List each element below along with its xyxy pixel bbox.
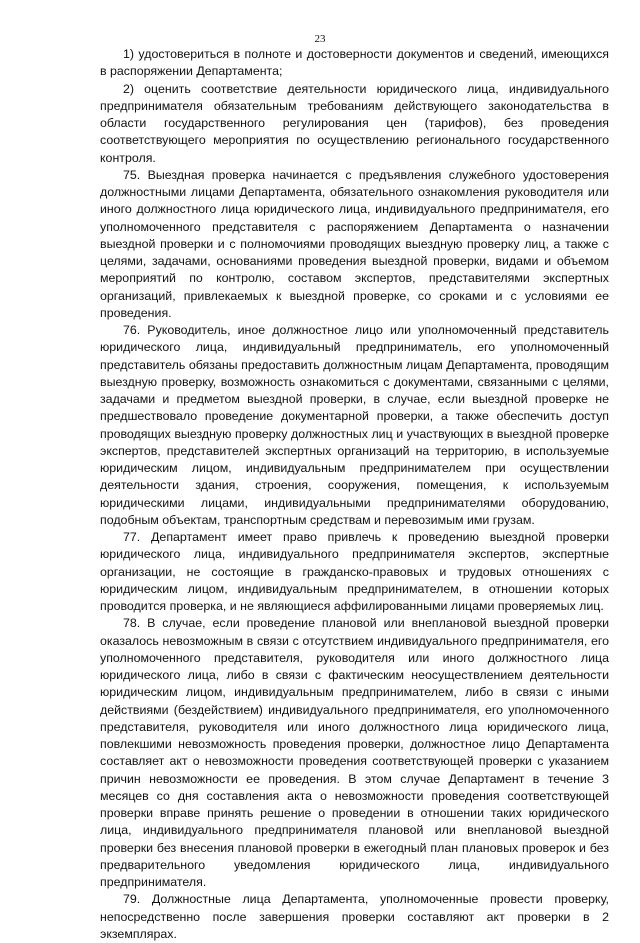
paragraph-79: 79. Должностные лица Департамента, уполномоченные провести проверку, непосредственно после завершения проверки составляют акт проверки в 2 экземплярах. [100, 892, 609, 941]
paragraph-78: 78. В случае, если проведение плановой или внеплановой выездной проверки оказалось невозможным в связи с отсутствием индивидуального предпринимателя, его уполномоченного представителя, руководителя или иного должностного лица юридического лица, либо в связи с фактическим неосуществлением деятельности юридическим лицом, индивидуальным предпринимателем, либо в связи с иными действиями (бездействием) индивидуального предпринимателя, его уполномоченного представителя, руководителя или иного должностного лица юридического лица, повлекшими невозможность проведения проверки, должностное лицо Департамента составляет акт о невозможности проведения соответствующей проверки с указанием причин невозможности ее проведения. В этом случае Департамент в течение 3 месяцев со дня составления акта о невозможности проведения соответствующей проверки вправе принять решение о проведении в отношении таких юридического лица, индивидуального предпринимателя плановой или внеплановой выездной проверки без внесения плановой проверки в ежегодный план плановых проверок и без предварительного уведомления юридического лица, индивидуального предпринимателя. [100, 616, 609, 889]
paragraph-77: 77. Департамент имеет право привлечь к проведению выездной проверки юридического лица, индивидуального предпринимателя экспертов, экспертные организации, не состоящие в гражданско-правовых и трудовых отношениях с юридическим лицом, индивидуальным предпринимателем, в отношении которых проводится проверка, и не являющиеся аффилированными лицами проверяемых лиц. [100, 530, 609, 613]
paragraph-75: 75. Выездная проверка начинается с предъявления служебного удостоверения должностными лицами Департамента, обязательного ознакомления руководителя или иного должностного лица юридического лица, индивидуального предпринимателя, его уполномоченного представителя с распоряжением Департамента о назначении выездной проверки и с полномочиями проводящих выездную проверку лиц, а также с целями, задачами, основаниями проведения выездной проверки, видами и объемом мероприятий по контролю, составом экспертов, представителями экспертных организаций, привлекаемых к выездной проверке, со сроками и с условиями ее проведения. [100, 167, 609, 320]
paragraph-item-1: 1) удостовериться в полноте и достоверности документов и сведений, имеющихся в распоряжении Департамента; [100, 47, 609, 79]
document-body [100, 46, 609, 943]
paragraph-item-2: 2) оценить соответствие деятельности юридического лица, индивидуального предпринимателя обязательным требованиям действующего законодательства в области государственного регулирования цен (тарифов), без проведения соответствующего мероприятия по осуществлению регионального государственного контроля. [100, 81, 609, 165]
page-number: 23 [314, 33, 326, 45]
paragraph-76: 76. Руководитель, иное должностное лицо или уполномоченный представитель юридического лица, индивидуальный предприниматель, его уполномоченный представитель обязаны предоставить должностным лицам Департамента, проводящим выездную проверку, возможность ознакомиться с документами, связанными с целями, задачами и предметом выездной проверки, в случае, если выездной проверке не предшествовало проведение документарной проверки, а также обеспечить доступ проводящих выездную проверку должностных лиц и участвующих в выездной проверке экспертов, представителей экспертных организаций на территорию, в используемые юридическим лицом, индивидуальным предпринимателем при осуществлении деятельности здания, строения, сооружения, помещения, к используемым юридическими лицами, индивидуальными предпринимателями оборудованию, подобным объектам, транспортным средствам и перевозимым ими грузам. [100, 323, 609, 527]
